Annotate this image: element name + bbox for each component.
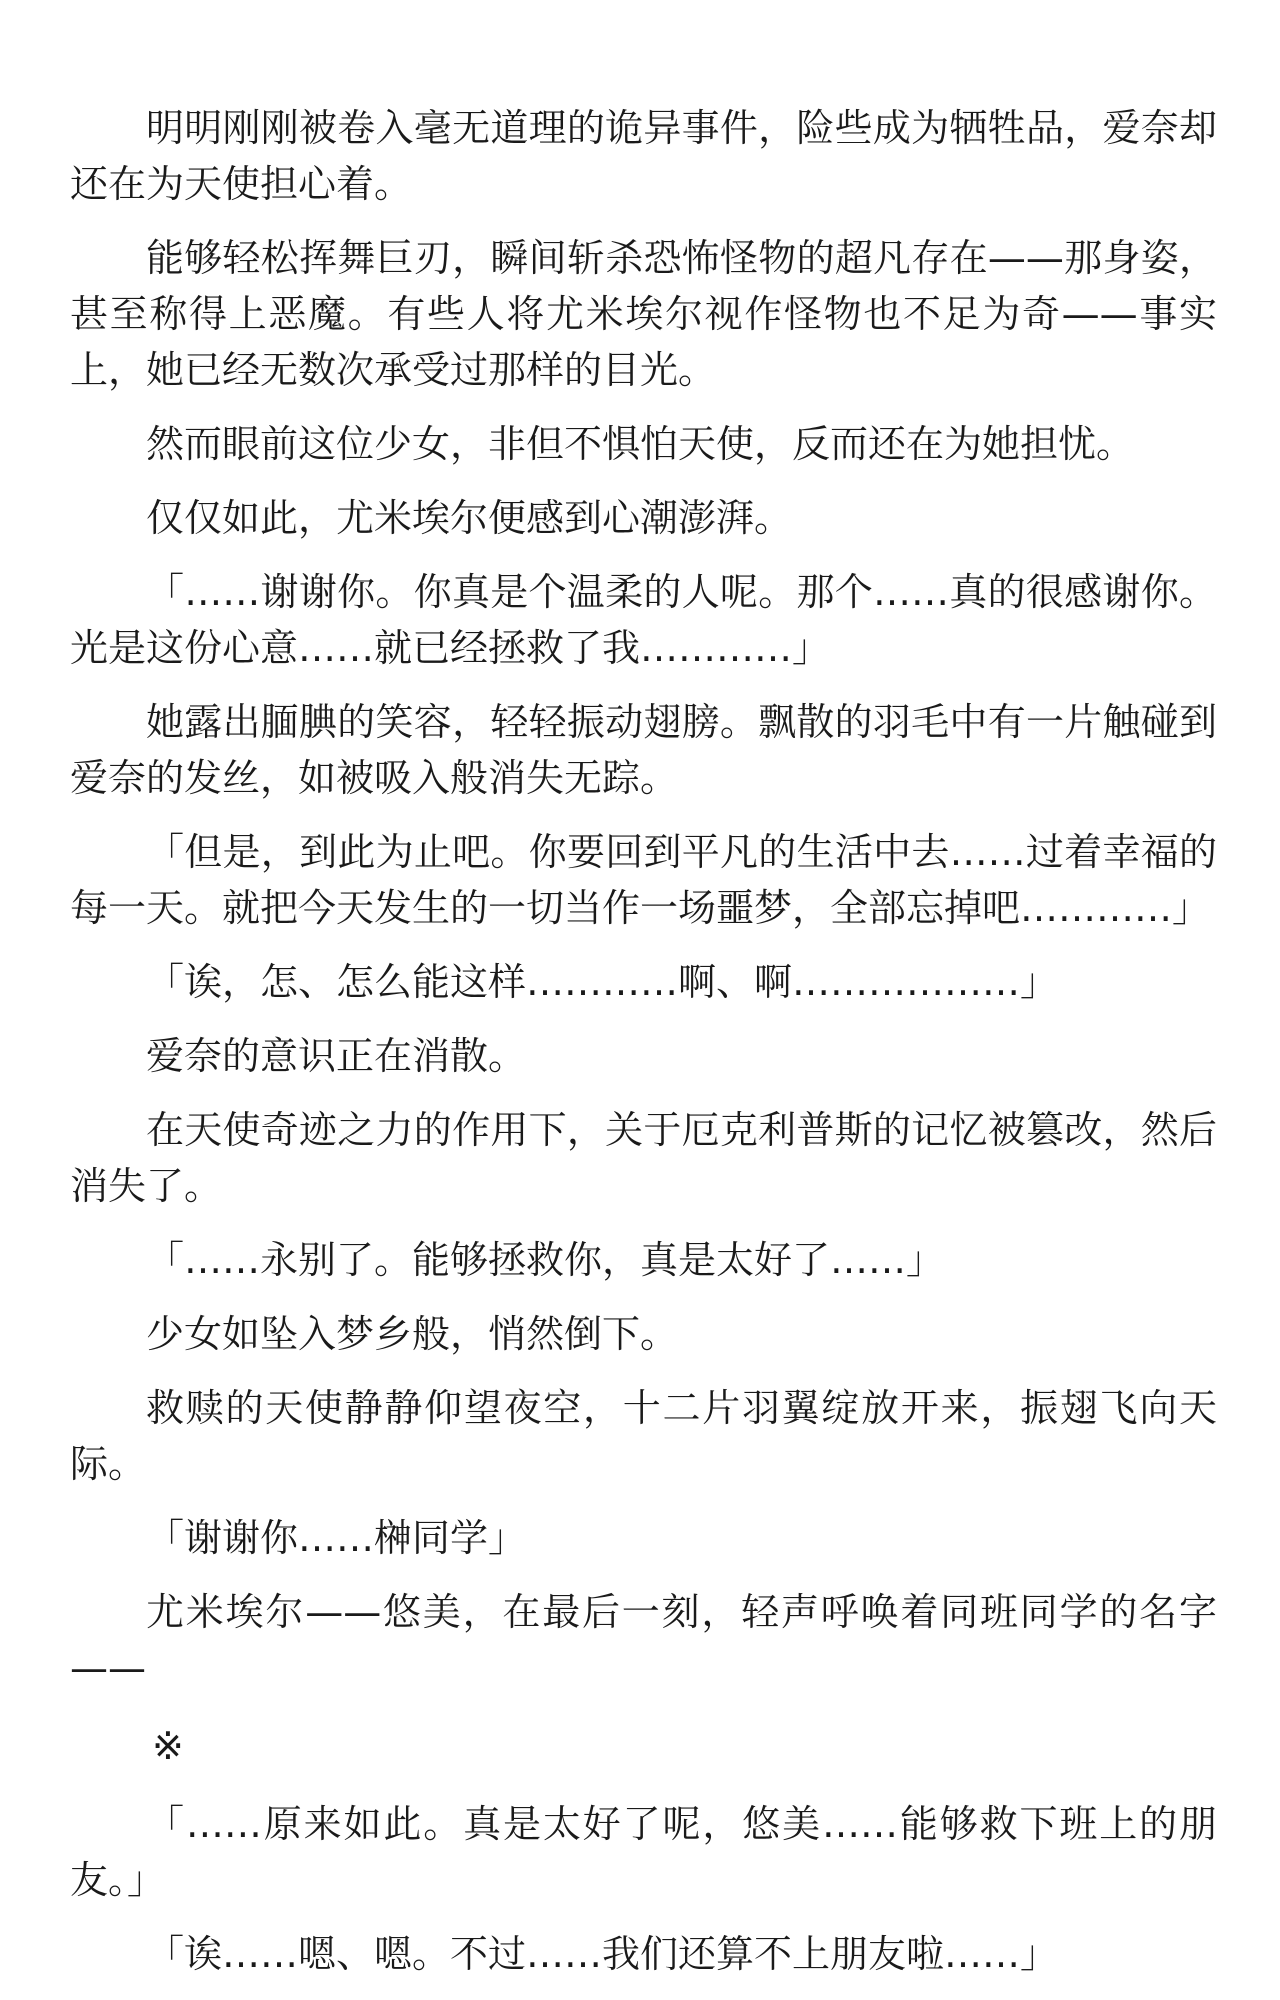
paragraph: 能够轻松挥舞巨刃，瞬间斩杀恐怖怪物的超凡存在——那身姿，甚至称得上恶魔。有些人将尤米埃尔视作怪物也不足为奇——事实上，她已经无数次承受过那样的目光。 bbox=[70, 236, 1217, 392]
paragraph: 然而眼前这位少女，非但不惧怕天使，反而还在为她担忧。 bbox=[146, 422, 1135, 466]
dialogue-paragraph: 「谢谢你……榊同学」 bbox=[146, 1516, 527, 1560]
paragraph: 少女如坠入梦乡般，悄然倒下。 bbox=[146, 1312, 679, 1356]
paragraph: 爱奈的意识正在消散。 bbox=[146, 1034, 527, 1078]
dialogue-paragraph: 「……原来如此。真是太好了呢，悠美……能够救下班上的朋友。」 bbox=[70, 1802, 1217, 1902]
dialogue-paragraph: 「诶，怎、怎么能这样…………啊、啊………………」 bbox=[146, 960, 1059, 1004]
novel-page bbox=[70, 100, 1217, 2000]
paragraph: 救赎的天使静静仰望夜空，十二片羽翼绽放开来，振翅飞向天际。 bbox=[70, 1386, 1217, 1486]
dialogue-paragraph: 「……谢谢你。你真是个温柔的人呢。那个……真的很感谢你。光是这份心意……就已经拯救了我…………」 bbox=[70, 570, 1217, 670]
scene-break-mark: ※ bbox=[152, 1724, 184, 1768]
dialogue-paragraph: 「诶……嗯、嗯。不过……我们还算不上朋友啦……」 bbox=[146, 1932, 1059, 1976]
paragraph: 她露出腼腆的笑容，轻轻振动翅膀。飘散的羽毛中有一片触碰到爱奈的发丝，如被吸入般消失无踪。 bbox=[70, 700, 1217, 800]
paragraph: 仅仅如此，尤米埃尔便感到心潮澎湃。 bbox=[146, 496, 793, 540]
dialogue-paragraph: 「但是，到此为止吧。你要回到平凡的生活中去……过着幸福的每一天。就把今天发生的一切当作一场噩梦，全部忘掉吧…………」 bbox=[70, 830, 1217, 930]
dialogue-paragraph: 「……永别了。能够拯救你，真是太好了……」 bbox=[146, 1238, 945, 1282]
paragraph: 明明刚刚被卷入毫无道理的诡异事件，险些成为牺牲品，爱奈却还在为天使担心着。 bbox=[70, 106, 1217, 206]
paragraph: 在天使奇迹之力的作用下，关于厄克利普斯的记忆被篡改，然后消失了。 bbox=[70, 1108, 1217, 1208]
paragraph: 尤米埃尔——悠美，在最后一刻，轻声呼唤着同班同学的名字—— bbox=[70, 1590, 1217, 1690]
